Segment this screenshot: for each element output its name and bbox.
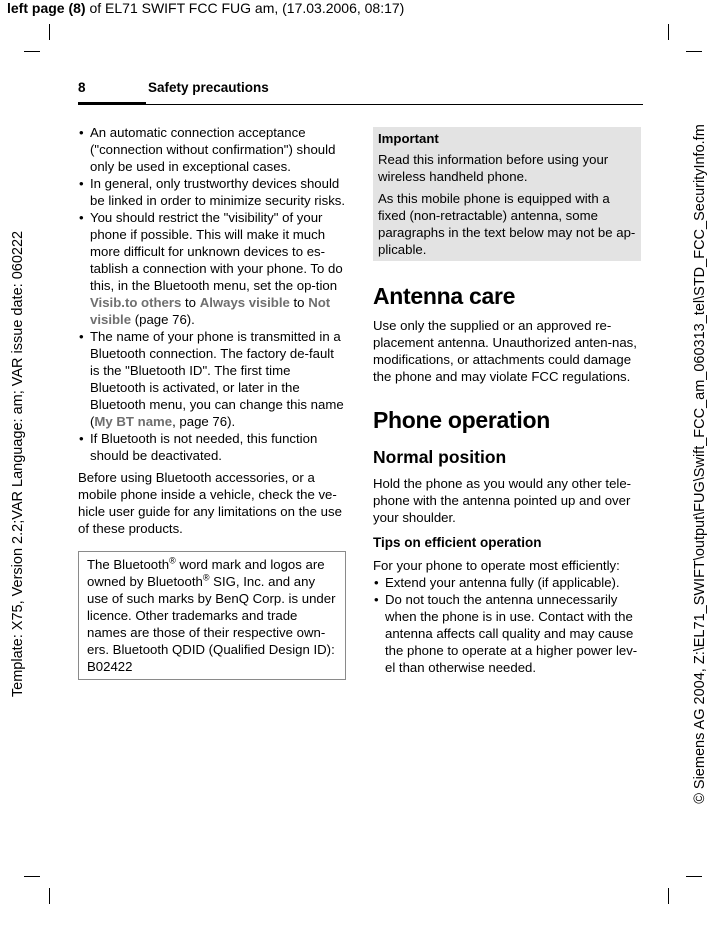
print-header [7, 0, 404, 16]
print-header-info: of EL71 SWIFT FCC FUG am, (17.03.2006, 08:17) [85, 0, 405, 16]
bluetooth-tips-list [78, 124, 346, 464]
list-item [373, 591, 641, 676]
header-rule [146, 104, 643, 105]
menu-option-my-bt-name: My BT name [94, 414, 173, 429]
menu-option-not-visible: Not visible [90, 295, 331, 327]
crop-mark [668, 888, 669, 904]
note-text: SIG, Inc. and any use of such marks by BenQ Corp. is under licence. Other trademarks and trade names are those of their respective own-ers. Bluetooth QDID (Qualified Design ID): B02422 [87, 574, 336, 674]
heading-antenna-care: Antenna care [373, 283, 516, 309]
list-item-text: to [181, 295, 200, 310]
tips-intro: For your phone to operate most efficiently: [373, 558, 620, 573]
left-column [78, 124, 346, 680]
list-item-text: You should restrict the "visibility" of your phone if possible. This will make it much more difficult for unknown devices to es-tablish a connection with your phone. To do this, in the Bluetooth menu, set the op-tion [90, 210, 343, 293]
crop-mark [24, 876, 40, 877]
important-text: As this mobile phone is equipped with a fixed (non-retractable) antenna, some paragraphs in the text below may not be ap-plicable. [378, 191, 636, 257]
important-title: Important [378, 131, 439, 146]
heading-efficient-operation: Tips on efficient operation [373, 535, 542, 550]
list-item [78, 209, 346, 328]
list-item [78, 430, 346, 464]
list-item-text: An automatic connection acceptance ("connection without confirmation") should only be used in exceptional cases. [90, 125, 336, 174]
trademark-note-box [78, 551, 346, 680]
list-item [373, 574, 641, 591]
list-item-text: The name of your phone is transmitted in a Bluetooth connection. The factory de-fault is the "Bluetooth ID". The first time Bluetooth is activated, or later in the Bluetooth menu, you can change this name ( [90, 329, 344, 429]
right-column [373, 127, 641, 676]
list-item [78, 175, 346, 209]
print-header-page: left page (8) [7, 0, 86, 16]
list-item-text: If Bluetooth is not needed, this function should be deactivated. [90, 431, 318, 463]
note-text: word mark and logos are owned by Bluetooth [87, 557, 325, 589]
important-text: Read this information before using your wireless handheld phone. [378, 152, 609, 184]
list-item-text: (page 76). [131, 312, 195, 327]
efficiency-tips-list [373, 574, 641, 676]
normal-position-text: Hold the phone as you would any other tele-phone with the antenna pointed up and over your shoulder. [373, 476, 632, 525]
heading-phone-operation: Phone operation [373, 407, 550, 433]
antenna-care-text: Use only the supplied or an approved re-placement antenna. Unauthorized anten-nas, modifications, or attachments could damage the phone and may violate FCC regulations. [373, 318, 637, 384]
crop-mark [668, 24, 669, 40]
important-box [373, 127, 641, 261]
menu-option-always-visible: Always visible [199, 295, 290, 310]
page-number: 8 [78, 80, 86, 95]
crop-mark [49, 24, 50, 40]
crop-mark [686, 51, 702, 52]
note-text: The Bluetooth [87, 557, 170, 572]
accessories-paragraph: Before using Bluetooth accessories, or a mobile phone inside a vehicle, check the ve-hicle user guide for any limitations on the use of these products. [78, 470, 342, 536]
crop-mark [24, 51, 40, 52]
list-item [78, 124, 346, 175]
header-rule-thick [78, 102, 146, 105]
template-info: Template: X75, Version 2.2;VAR Language: am; VAR issue date: 060222 [10, 230, 26, 698]
list-item-text: Do not touch the antenna unnecessarily when the phone is in use. Contact with the antenna affects call quality and may cause the phone to operate at a higher power lev-el than otherwise needed. [385, 592, 638, 675]
list-item-text: Extend your antenna fully (if applicable). [385, 575, 620, 590]
list-item-text: , page 76). [172, 414, 236, 429]
heading-normal-position: Normal position [373, 447, 507, 467]
registered-mark: ® [202, 572, 210, 583]
list-item-text: In general, only trustworthy devices should be linked in order to minimize security risks. [90, 176, 346, 208]
list-item [78, 328, 346, 430]
registered-mark: ® [169, 555, 176, 566]
crop-mark [49, 888, 50, 904]
copyright-path: © Siemens AG 2004, Z:\EL71_SWIFT\output\FUG\Swift_FCC_am_060313_tel\STD_FCC_SecurityInfo.fm [692, 124, 708, 804]
list-item-text: to [289, 295, 309, 310]
page-title: Safety precautions [148, 80, 269, 95]
menu-option-visib-to-others: Visib.to others [90, 295, 182, 310]
crop-mark [686, 876, 702, 877]
